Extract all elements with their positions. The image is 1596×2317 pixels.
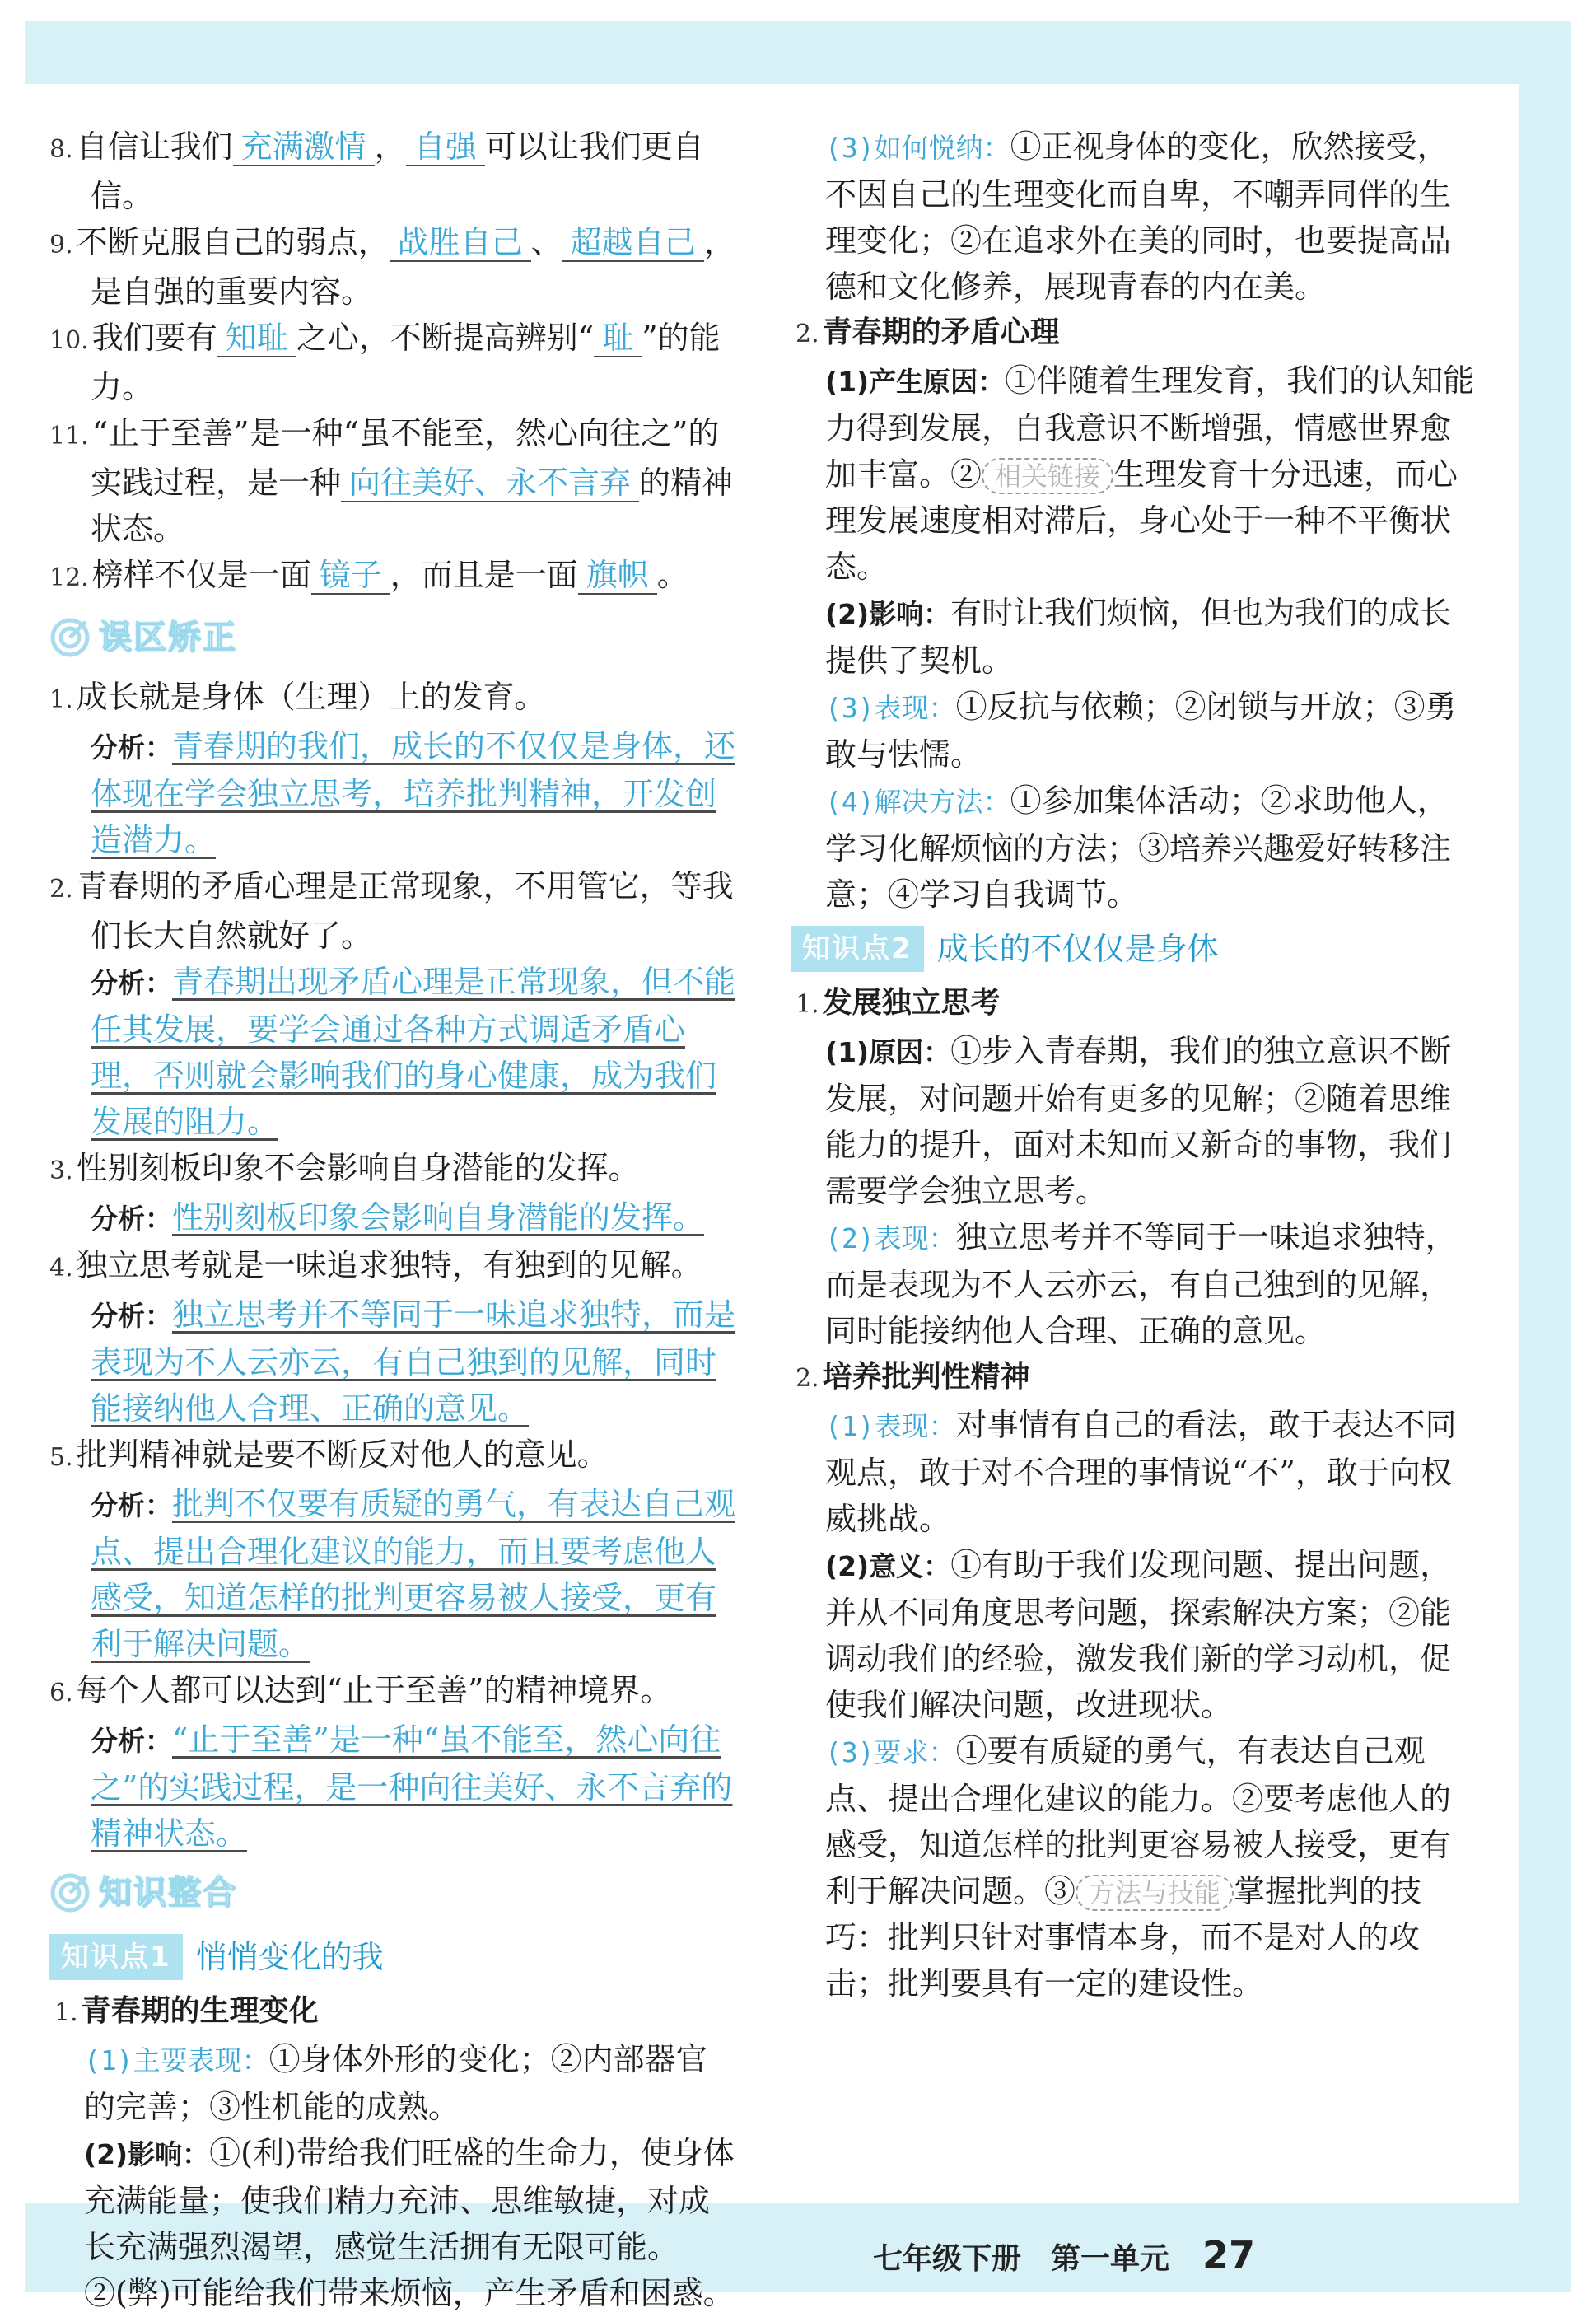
correction-item-4: 4. 独立思考就是一味追求独特，有独到的见解。 分析：独立思考并不等同于一味追求独特，而是表现为不人云亦云，有自己独到的见解，同时能接纳他人合理、正确的意见。 xyxy=(49,1247,736,1427)
analysis-answer: “止于至善”是一种“虽不能至，然心向往之”的实践过程，是一种向往美好、永不言弃的精神状态。 xyxy=(91,1721,733,1852)
left-column xyxy=(49,124,737,2316)
answer-blank: 充满激情 xyxy=(233,128,375,166)
subheading: 2. 青春期的矛盾心理 xyxy=(796,315,1060,349)
paragraph: (1)产生原因：①伴随着生理发育，我们的认知能力得到发展，自我意识不断增强，情感世界愈加丰富。② 相关链接 生理发育十分迅速，而心理发展速度相对滞后，身心处于一种不平衡状态。 xyxy=(825,362,1475,585)
knowledge-point-1-header xyxy=(49,1931,737,1983)
paragraph: (1)主要表现：①身体外形的变化；②内部器官的完善；③性机能的成熟。 xyxy=(84,2041,707,2125)
correction-item-2: 2. 青春期的矛盾心理是正常现象，不用管它，等我们长大自然就好了。 分析：青春期出现矛盾心理是正常现象，但不能任其发展，要学会通过各种方式调适矛盾心理，否则就会影响我们的身心健康，成为我们发展的阻力。 xyxy=(49,868,736,1140)
analysis-answer: 独立思考并不等同于一味追求独特，而是表现为不人云亦云，有自己独到的见解，同时能接纳他人合理、正确的意见。 xyxy=(91,1296,736,1427)
section-header-correction xyxy=(49,605,737,670)
correction-item-3: 3. 性别刻板印象不会影响自身潜能的发挥。 分析：性别刻板印象会影响自身潜能的发挥。 xyxy=(49,1150,705,1236)
answer-blank: 耻 xyxy=(594,320,642,357)
method-skill-tag: 方法与技能 xyxy=(1076,1875,1234,1911)
target-icon xyxy=(49,1872,91,1913)
answer-blank: 镜子 xyxy=(311,557,390,595)
fill-item-11: 11. “止于至善”是一种“虽不能至，然心向往之”的实践过程，是一种 向往美好、永不言弃 的精神状态。 xyxy=(49,415,734,547)
correction-item-6: 6. 每个人都可以达到“止于至善”的精神境界。 分析：“止于至善”是一种“虽不能至，然心向往之”的实践过程，是一种向往美好、永不言弃的精神状态。 xyxy=(49,1672,733,1852)
fill-item-12: 12. 榜样不仅是一面 镜子 ，而且是一面 旗帜 。 xyxy=(49,557,688,593)
answer-blank: 自强 xyxy=(406,128,485,166)
answer-blank: 知耻 xyxy=(217,320,296,357)
kp-badge: 知识点1 xyxy=(49,1934,183,1980)
analysis-answer: 性别刻板印象会影响自身潜能的发挥。 xyxy=(172,1199,705,1236)
analysis-answer: 青春期的我们，成长的不仅仅是身体，还体现在学会独立思考，培养批判精神，开发创造潜力。 xyxy=(91,728,736,858)
target-icon xyxy=(49,617,91,658)
top-decor-band xyxy=(25,21,1571,84)
fill-item-8: 8. 自信让我们 充满激情 ， 自强 可以让我们更自信。 xyxy=(49,128,704,214)
analysis-answer: 青春期出现矛盾心理是正常现象，但不能任其发展，要学会通过各种方式调适矛盾心理，否则就会影响我们的身心健康，成为我们发展的阻力。 xyxy=(91,964,736,1140)
book-unit-label: 七年级下册 第一单元 xyxy=(873,2242,1170,2276)
related-link-tag: 相关链接 xyxy=(982,458,1113,494)
subheading: 1. 发展独立思考 xyxy=(796,986,1001,1020)
page-number: 27 xyxy=(1202,2233,1256,2277)
paragraph: (2)影响：①(利)带给我们旺盛的生命力，使身体充满能量；使我们精力充沛、思维敏捷，对成长充满强烈渴望，感觉生活拥有无限可能。②(弊)可能给我们带来烦恼，产生矛盾和困惑。 xyxy=(84,2135,735,2311)
subheading: 1. 青春期的生理变化 xyxy=(54,1994,319,2028)
answer-blank: 旗帜 xyxy=(578,557,657,595)
paragraph: (3)表现：①反抗与依赖；②闭锁与开放；③勇敢与怯懦。 xyxy=(825,689,1457,773)
section-title: 误区矫正 xyxy=(99,619,237,656)
paragraph: (2)影响：有时让我们烦恼，但也为我们的成长提供了契机。 xyxy=(825,595,1452,679)
subheading: 2. 培养批判性精神 xyxy=(796,1360,1030,1394)
right-column xyxy=(791,124,1478,2006)
page-footer xyxy=(873,2233,1255,2277)
kp-title: 悄悄变化的我 xyxy=(195,1939,384,1975)
paragraph: (4)解决方法：①参加集体活动；②求助他人，学习化解烦恼的方法；③培养兴趣爱好转移注意；④学习自我调节。 xyxy=(825,782,1452,913)
correction-item-1: 1. 成长就是身体（生理）上的发育。 分析：青春期的我们，成长的不仅仅是身体，还体现在学会独立思考，培养批判精神，开发创造潜力。 xyxy=(49,679,736,858)
section-title: 知识整合 xyxy=(99,1874,237,1912)
right-decor-band xyxy=(1519,21,1571,2203)
analysis-answer: 批判不仅要有质疑的勇气，有表达自己观点、提出合理化建议的能力，而且要考虑他人感受，知道怎样的批判更容易被人接受，更有利于解决问题。 xyxy=(91,1486,736,1662)
paragraph: (1)表现：对事情有自己的看法，敢于表达不同观点，敢于对不合理的事情说“不”，敢于向权威挑战。 xyxy=(825,1407,1457,1537)
kp-title: 成长的不仅仅是身体 xyxy=(936,931,1219,967)
answer-blank: 战胜自己 xyxy=(390,224,531,262)
answer-blank: 向往美好、永不言弃 xyxy=(341,465,639,502)
kp-badge: 知识点2 xyxy=(791,926,924,972)
paragraph: (3)要求：①要有质疑的勇气，有表达自己观点、提出合理化建议的能力。②要考虑他人的感受，知道怎样的批判更容易被人接受，更有利于解决问题。③ 方法与技能 掌握批判的技巧：批判只针对事情本身，而不是对人的攻击；批判要具有一定的建设性。 xyxy=(825,1733,1452,2002)
paragraph: (3)如何悦纳：①正视身体的变化，欣然接受，不因自己的生理变化而自卑，不嘲弄同伴的生理变化；②在追求外在美的同时，也要提高品德和文化修养，展现青春的内在美。 xyxy=(825,128,1452,305)
fill-item-9: 9. 不断克服自己的弱点， 战胜自己 、 超越自己 ，是自强的重要内容。 xyxy=(49,224,735,310)
knowledge-point-2-header xyxy=(791,923,1478,975)
fill-item-10: 10. 我们要有 知耻 之心，不断提高辨别“ 耻 ”的能力。 xyxy=(49,320,721,405)
paragraph: (2)意义：①有助于我们发现问题、提出问题，并从不同角度思考问题，探索解决方案；②能调动我们的经验，激发我们新的学习动机，促使我们解决问题，改进现状。 xyxy=(825,1547,1452,1723)
correction-item-5: 5. 批判精神就是要不断反对他人的意见。 分析：批判不仅要有质疑的勇气，有表达自己观点、提出合理化建议的能力，而且要考虑他人感受，知道怎样的批判更容易被人接受，更有利于解决问题。 xyxy=(49,1436,736,1662)
section-header-integration xyxy=(49,1860,737,1926)
paragraph: (2)表现：独立思考并不等同于一味追求独特，而是表现为不人云亦云，有自己独到的见解，同时能接纳他人合理、正确的意见。 xyxy=(825,1219,1457,1349)
answer-blank: 超越自己 xyxy=(562,224,704,262)
paragraph: (1)原因：①步入青春期，我们的独立意识不断发展，对问题开始有更多的见解；②随着思维能力的提升，面对未知而又新奇的事物，我们需要学会独立思考。 xyxy=(825,1033,1452,1209)
